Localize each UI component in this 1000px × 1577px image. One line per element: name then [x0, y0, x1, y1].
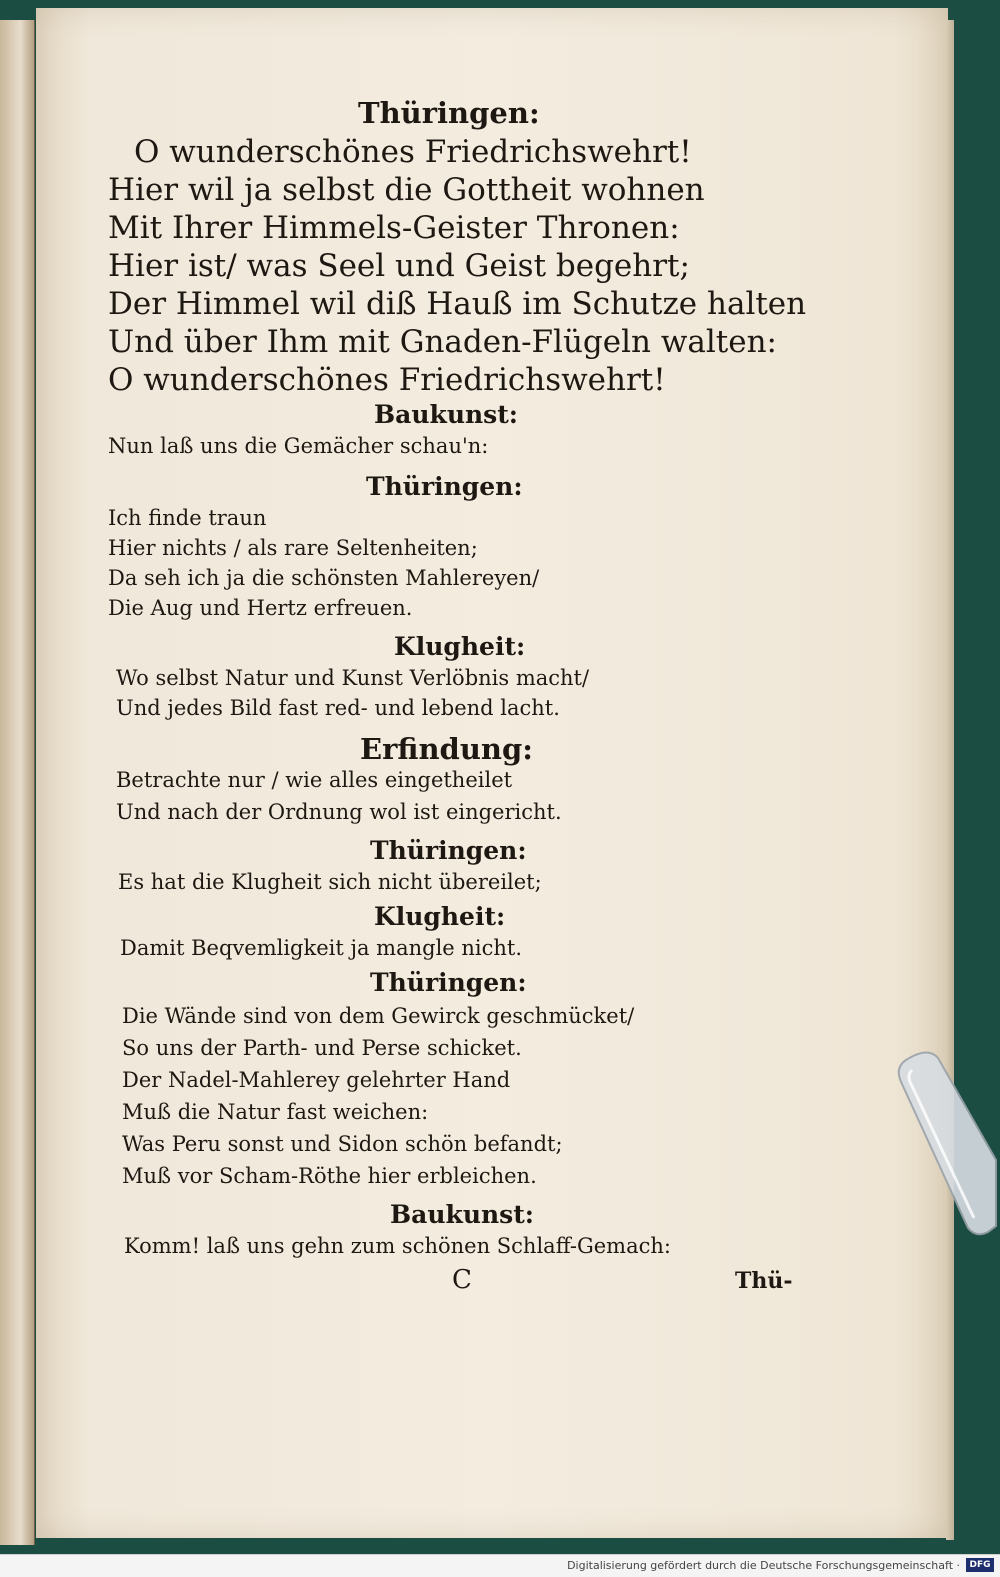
speaker-heading: Klugheit: [374, 902, 506, 931]
verse-line: Muß die Natur fast weichen: [122, 1100, 429, 1124]
verse-line: Damit Beqvemligkeit ja mangle nicht. [120, 936, 523, 960]
verse-line: O wunderschönes Friedrichswehrt! [134, 134, 692, 170]
verse-line: Und nach der Ordnung wol ist eingericht. [116, 800, 562, 824]
verse-line: Hier wil ja selbst die Gottheit wohnen [108, 172, 705, 208]
speaker-heading: Baukunst: [374, 400, 519, 429]
verse-line: Und jedes Bild fast red- und lebend lacht. [116, 696, 560, 720]
verse-line: Und über Ihm mit Gnaden-Flügeln walten: [108, 324, 777, 360]
verse-line: Hier ist/ was Seel und Geist begehrt; [108, 248, 690, 284]
verse-line: Muß vor Scham-Röthe hier erbleichen. [122, 1164, 537, 1188]
verse-line: Die Aug und Hertz erfreuen. [108, 596, 413, 620]
verse-line: Komm! laß uns gehn zum schönen Schlaff-Gemach: [124, 1234, 671, 1258]
dfg-logo: DFG [966, 1558, 994, 1572]
footer-bar [0, 1554, 1000, 1577]
facing-page-edge [0, 20, 35, 1545]
verse-line: Da seh ich ja die schönsten Mahlereyen/ [108, 566, 540, 590]
verse-line: Der Himmel wil diß Hauß im Schutze halten [108, 286, 807, 322]
verse-line: Was Peru sonst und Sidon schön befandt; [122, 1132, 563, 1156]
verse-line: O wunderschönes Friedrichswehrt! [108, 362, 666, 398]
paper-clip-holder [890, 1040, 1000, 1240]
speaker-heading: Thüringen: [370, 836, 527, 865]
speaker-heading: Thüringen: [370, 968, 527, 997]
verse-line: Ich finde traun [108, 506, 267, 530]
verse-line: So uns der Parth- und Perse schicket. [122, 1036, 522, 1060]
verse-line: Hier nichts / als rare Seltenheiten; [108, 536, 478, 560]
verse-line: Betrachte nur / wie alles eingetheilet [116, 768, 513, 792]
verse-line: Die Wände sind von dem Gewirck geschmücket/ [122, 1004, 635, 1028]
speaker-heading: Erfindung: [360, 732, 533, 766]
footer-credit: Digitalisierung gefördert durch die Deutsche Forschungsgemeinschaft · [567, 1559, 960, 1572]
speaker-heading: Baukunst: [390, 1200, 535, 1229]
catchword: Thü- [735, 1268, 793, 1294]
verse-line: Mit Ihrer Himmels-Geister Thronen: [108, 210, 680, 246]
speaker-heading: Klugheit: [394, 632, 526, 661]
signature-mark: C [452, 1265, 472, 1295]
page-fore-edge [946, 20, 954, 1540]
speaker-heading: Thüringen: [358, 96, 540, 130]
speaker-heading: Thüringen: [366, 472, 523, 501]
verse-line: Wo selbst Natur und Kunst Verlöbnis macht/ [116, 666, 590, 690]
verse-line: Es hat die Klugheit sich nicht übereilet; [118, 870, 542, 894]
verse-line: Der Nadel-Mahlerey gelehrter Hand [122, 1068, 511, 1092]
verse-line: Nun laß uns die Gemächer schau'n: [108, 434, 489, 458]
